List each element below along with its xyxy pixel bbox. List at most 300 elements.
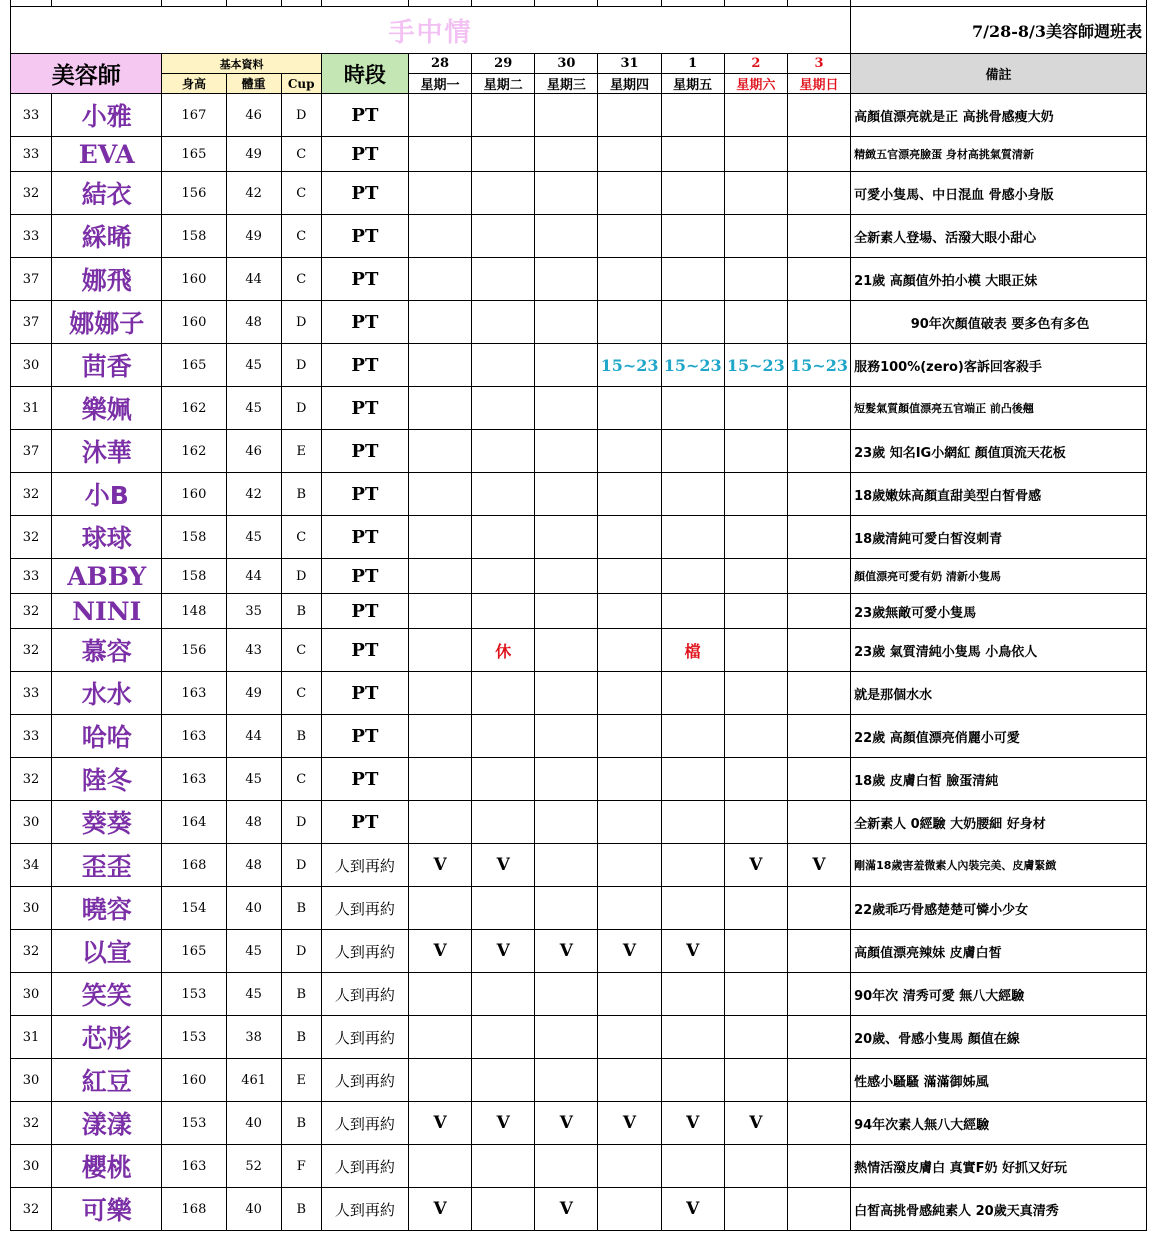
day-cell (472, 672, 535, 715)
day-cell (598, 430, 661, 473)
weight-cell: 48 (226, 301, 281, 344)
weight-cell: 45 (226, 516, 281, 559)
day-cell: V (408, 930, 471, 973)
table-row (11, 430, 1147, 473)
day-cell (472, 516, 535, 559)
day-cell (661, 672, 724, 715)
staff-name: 小B (52, 473, 162, 516)
weight-cell: 38 (226, 1016, 281, 1059)
header-name: 美容師 (11, 54, 162, 94)
day-weekday: 星期五 (661, 74, 724, 94)
row-number: 30 (11, 973, 52, 1016)
cup-cell: B (281, 473, 321, 516)
staff-name: 樂姵 (52, 387, 162, 430)
staff-name: 娜飛 (52, 258, 162, 301)
cup-cell: C (281, 516, 321, 559)
day-cell (535, 594, 598, 629)
table-row (11, 672, 1147, 715)
day-cell (535, 387, 598, 430)
day-cell (598, 137, 661, 172)
day-cell (787, 973, 850, 1016)
weight-cell: 461 (226, 1059, 281, 1102)
day-cell: V (598, 930, 661, 973)
header-basic: 基本資料 (162, 54, 321, 74)
height-cell: 163 (162, 672, 226, 715)
table-row (11, 301, 1147, 344)
height-cell: 160 (162, 258, 226, 301)
note-cell: 就是那個水水 (851, 672, 1147, 715)
day-cell (408, 559, 471, 594)
day-cell (661, 844, 724, 887)
day-cell (598, 973, 661, 1016)
time-slot: 人到再約 (321, 1059, 408, 1102)
day-cell: V (408, 844, 471, 887)
row-number: 31 (11, 1016, 52, 1059)
day-cell (661, 801, 724, 844)
table-row (11, 887, 1147, 930)
cup-cell: C (281, 629, 321, 672)
day-cell (724, 1059, 787, 1102)
row-number: 37 (11, 430, 52, 473)
day-cell (408, 672, 471, 715)
note-cell: 高顏值漂亮辣妹 皮膚白皙 (851, 930, 1147, 973)
day-cell (661, 559, 724, 594)
time-slot: 人到再約 (321, 930, 408, 973)
note-cell: 全新素人登場、活潑大眼小甜心 (851, 215, 1147, 258)
day-cell (408, 1059, 471, 1102)
day-cell: 檔 (661, 629, 724, 672)
staff-name: 芯彤 (52, 1016, 162, 1059)
day-cell: V (787, 844, 850, 887)
day-cell (408, 387, 471, 430)
day-cell (598, 887, 661, 930)
day-cell (472, 758, 535, 801)
staff-name: 哈哈 (52, 715, 162, 758)
schedule-table (10, 0, 1147, 1231)
table-row (11, 137, 1147, 172)
height-cell: 160 (162, 301, 226, 344)
day-cell (787, 758, 850, 801)
day-weekday: 星期三 (535, 74, 598, 94)
row-number: 33 (11, 94, 52, 137)
time-slot: PT (321, 430, 408, 473)
time-slot: PT (321, 94, 408, 137)
header-height: 身高 (162, 74, 226, 94)
day-cell (661, 973, 724, 1016)
day-cell (787, 215, 850, 258)
cup-cell: F (281, 1145, 321, 1188)
row-number: 30 (11, 887, 52, 930)
row-number: 32 (11, 473, 52, 516)
row-number: 33 (11, 137, 52, 172)
day-cell (535, 215, 598, 258)
title-row (11, 7, 1147, 54)
height-cell: 168 (162, 1188, 226, 1231)
table-row (11, 387, 1147, 430)
time-slot: PT (321, 258, 408, 301)
weight-cell: 44 (226, 559, 281, 594)
note-cell: 90年次顏值破表 要多色有多色 (851, 301, 1147, 344)
day-weekday: 星期四 (598, 74, 661, 94)
weight-cell: 46 (226, 430, 281, 473)
day-cell (661, 172, 724, 215)
note-cell: 22歲乖巧骨感楚楚可憐小少女 (851, 887, 1147, 930)
staff-name: EVA (52, 137, 162, 172)
height-cell: 165 (162, 344, 226, 387)
time-slot: 人到再約 (321, 1016, 408, 1059)
note-cell: 全新素人 0經驗 大奶腰細 好身材 (851, 801, 1147, 844)
day-cell (787, 930, 850, 973)
table-row (11, 258, 1147, 301)
time-slot: PT (321, 594, 408, 629)
day-cell (472, 387, 535, 430)
height-cell: 148 (162, 594, 226, 629)
time-slot: PT (321, 137, 408, 172)
height-cell: 156 (162, 172, 226, 215)
staff-name: 茴香 (52, 344, 162, 387)
cup-cell: D (281, 344, 321, 387)
cup-cell: B (281, 1016, 321, 1059)
weight-cell: 49 (226, 215, 281, 258)
day-cell (535, 137, 598, 172)
day-cell (724, 973, 787, 1016)
day-cell (472, 801, 535, 844)
day-cell (535, 887, 598, 930)
day-cell (724, 516, 787, 559)
staff-name: 紅豆 (52, 1059, 162, 1102)
note-cell: 94年次素人無八大經驗 (851, 1102, 1147, 1145)
weight-cell: 44 (226, 715, 281, 758)
day-cell (787, 801, 850, 844)
row-number: 32 (11, 1102, 52, 1145)
day-cell (472, 430, 535, 473)
day-cell (535, 715, 598, 758)
weight-cell: 49 (226, 672, 281, 715)
day-cell (535, 473, 598, 516)
height-cell: 153 (162, 973, 226, 1016)
day-cell (598, 594, 661, 629)
day-cell (661, 301, 724, 344)
day-date: 30 (535, 54, 598, 74)
row-number: 32 (11, 930, 52, 973)
day-cell: V (408, 1188, 471, 1231)
day-cell (598, 301, 661, 344)
day-cell: V (535, 1188, 598, 1231)
row-number: 32 (11, 758, 52, 801)
height-cell: 162 (162, 387, 226, 430)
day-cell (598, 473, 661, 516)
day-cell (787, 559, 850, 594)
cup-cell: C (281, 258, 321, 301)
day-cell (661, 94, 724, 137)
height-cell: 163 (162, 1145, 226, 1188)
table-row (11, 172, 1147, 215)
day-cell (535, 1059, 598, 1102)
weight-cell: 48 (226, 844, 281, 887)
day-cell (535, 430, 598, 473)
row-number: 30 (11, 344, 52, 387)
weight-cell: 42 (226, 172, 281, 215)
day-cell (661, 594, 724, 629)
day-cell: V (724, 844, 787, 887)
weight-cell: 48 (226, 801, 281, 844)
day-cell (472, 1016, 535, 1059)
row-number: 32 (11, 172, 52, 215)
day-cell (408, 973, 471, 1016)
day-cell (535, 1145, 598, 1188)
height-cell: 165 (162, 930, 226, 973)
day-cell (472, 1145, 535, 1188)
day-cell (408, 594, 471, 629)
cup-cell: B (281, 1188, 321, 1231)
day-cell (661, 1016, 724, 1059)
note-cell: 短髮氣質顏值漂亮五官端正 前凸後翹 (851, 387, 1147, 430)
day-cell: V (472, 1102, 535, 1145)
day-cell (598, 629, 661, 672)
staff-name: 漾漾 (52, 1102, 162, 1145)
note-cell: 顏值漂亮可愛有奶 清新小隻馬 (851, 559, 1147, 594)
staff-name: 小雅 (52, 94, 162, 137)
height-cell: 168 (162, 844, 226, 887)
day-cell (787, 715, 850, 758)
day-cell (535, 301, 598, 344)
table-row (11, 1102, 1147, 1145)
cup-cell: D (281, 387, 321, 430)
height-cell: 160 (162, 1059, 226, 1102)
day-cell (408, 172, 471, 215)
day-cell (408, 887, 471, 930)
weight-cell: 52 (226, 1145, 281, 1188)
staff-name: 陸冬 (52, 758, 162, 801)
header-slot: 時段 (321, 54, 408, 94)
day-cell (472, 1059, 535, 1102)
day-cell (661, 430, 724, 473)
note-cell: 高顏值漂亮就是正 高挑骨感瘦大奶 (851, 94, 1147, 137)
time-slot: PT (321, 559, 408, 594)
day-cell (472, 715, 535, 758)
day-cell (598, 387, 661, 430)
time-slot: 人到再約 (321, 1188, 408, 1231)
cup-cell: D (281, 801, 321, 844)
staff-name: NINI (52, 594, 162, 629)
row-number: 31 (11, 387, 52, 430)
day-cell (598, 1059, 661, 1102)
day-cell: V (661, 930, 724, 973)
day-cell (408, 715, 471, 758)
staff-name: 沐華 (52, 430, 162, 473)
height-cell: 153 (162, 1016, 226, 1059)
note-cell: 22歲 高顏值漂亮俏麗小可愛 (851, 715, 1147, 758)
day-cell (472, 559, 535, 594)
row-number: 32 (11, 594, 52, 629)
weight-cell: 45 (226, 387, 281, 430)
day-cell (408, 430, 471, 473)
cup-cell: D (281, 559, 321, 594)
day-cell (535, 672, 598, 715)
day-cell (787, 516, 850, 559)
day-cell (408, 94, 471, 137)
staff-name: 可樂 (52, 1188, 162, 1231)
cup-cell: D (281, 301, 321, 344)
table-row (11, 715, 1147, 758)
day-cell (787, 301, 850, 344)
day-cell: V (598, 1102, 661, 1145)
day-cell (535, 94, 598, 137)
day-cell (787, 1059, 850, 1102)
day-date: 3 (787, 54, 850, 74)
weight-cell: 42 (226, 473, 281, 516)
day-cell: 15~23 (661, 344, 724, 387)
day-cell (535, 172, 598, 215)
note-cell: 23歲 氣質清純小隻馬 小鳥依人 (851, 629, 1147, 672)
table-row (11, 629, 1147, 672)
day-cell (724, 801, 787, 844)
day-cell (724, 715, 787, 758)
table-row (11, 344, 1147, 387)
cup-cell: D (281, 94, 321, 137)
weight-cell: 43 (226, 629, 281, 672)
day-cell (472, 215, 535, 258)
note-cell: 21歲 高顏值外拍小模 大眼正妹 (851, 258, 1147, 301)
day-cell (598, 1016, 661, 1059)
day-cell (408, 758, 471, 801)
time-slot: PT (321, 672, 408, 715)
day-date: 2 (724, 54, 787, 74)
table-row (11, 516, 1147, 559)
day-date: 29 (472, 54, 535, 74)
day-cell (787, 430, 850, 473)
weight-cell: 40 (226, 1102, 281, 1145)
day-cell (661, 215, 724, 258)
cup-cell: C (281, 672, 321, 715)
staff-name: ABBY (52, 559, 162, 594)
day-cell (472, 344, 535, 387)
height-cell: 154 (162, 887, 226, 930)
day-cell (787, 1145, 850, 1188)
day-cell (661, 1145, 724, 1188)
time-slot: PT (321, 516, 408, 559)
height-cell: 162 (162, 430, 226, 473)
day-cell (724, 559, 787, 594)
day-cell (787, 137, 850, 172)
time-slot: 人到再約 (321, 887, 408, 930)
weight-cell: 45 (226, 758, 281, 801)
staff-name: 葵葵 (52, 801, 162, 844)
staff-name: 慕容 (52, 629, 162, 672)
weight-cell: 45 (226, 344, 281, 387)
height-cell: 158 (162, 516, 226, 559)
cup-cell: C (281, 215, 321, 258)
note-cell: 90年次 清秀可愛 無八大經驗 (851, 973, 1147, 1016)
day-cell (598, 1188, 661, 1231)
cup-cell: C (281, 137, 321, 172)
cup-cell: B (281, 715, 321, 758)
table-row (11, 1145, 1147, 1188)
weight-cell: 46 (226, 94, 281, 137)
weight-cell: 35 (226, 594, 281, 629)
time-slot: PT (321, 629, 408, 672)
note-cell: 服務100%(zero)客訴回客殺手 (851, 344, 1147, 387)
day-date: 28 (408, 54, 471, 74)
day-cell (724, 1145, 787, 1188)
table-row (11, 215, 1147, 258)
cup-cell: D (281, 930, 321, 973)
day-cell (408, 801, 471, 844)
day-weekday: 星期六 (724, 74, 787, 94)
table-row (11, 844, 1147, 887)
row-number: 32 (11, 1188, 52, 1231)
day-cell (598, 672, 661, 715)
time-slot: PT (321, 215, 408, 258)
height-cell: 158 (162, 559, 226, 594)
row-number: 37 (11, 258, 52, 301)
day-cell (535, 516, 598, 559)
height-cell: 165 (162, 137, 226, 172)
day-cell (472, 258, 535, 301)
note-cell: 20歲、骨感小隻馬 顏值在線 (851, 1016, 1147, 1059)
day-cell: V (472, 844, 535, 887)
day-cell (787, 172, 850, 215)
day-cell (535, 258, 598, 301)
time-slot: PT (321, 715, 408, 758)
day-cell (535, 973, 598, 1016)
day-cell (408, 473, 471, 516)
day-cell (472, 973, 535, 1016)
note-cell: 熱情活潑皮膚白 真實F奶 好抓又好玩 (851, 1145, 1147, 1188)
staff-name: 櫻桃 (52, 1145, 162, 1188)
day-cell (787, 887, 850, 930)
cup-cell: B (281, 594, 321, 629)
staff-name: 綵晞 (52, 215, 162, 258)
day-cell (535, 801, 598, 844)
staff-name: 結衣 (52, 172, 162, 215)
row-number: 34 (11, 844, 52, 887)
day-cell (472, 301, 535, 344)
weight-cell: 45 (226, 973, 281, 1016)
day-cell: V (535, 1102, 598, 1145)
day-cell (787, 672, 850, 715)
time-slot: PT (321, 344, 408, 387)
day-cell (724, 629, 787, 672)
day-cell (724, 172, 787, 215)
day-cell (472, 1188, 535, 1231)
day-cell (787, 94, 850, 137)
row-number: 32 (11, 516, 52, 559)
row-number: 32 (11, 629, 52, 672)
day-cell (472, 94, 535, 137)
note-cell: 白皙高挑骨感純素人 20歲天真清秀 (851, 1188, 1147, 1231)
table-row (11, 1016, 1147, 1059)
height-cell: 153 (162, 1102, 226, 1145)
table-row (11, 930, 1147, 973)
table-row (11, 801, 1147, 844)
day-cell (408, 1016, 471, 1059)
time-slot: PT (321, 758, 408, 801)
day-cell (408, 1145, 471, 1188)
note-cell: 18歲嫩妹高顏直甜美型白皙骨感 (851, 473, 1147, 516)
day-cell (598, 844, 661, 887)
day-cell (724, 887, 787, 930)
day-cell (724, 473, 787, 516)
staff-name: 以宣 (52, 930, 162, 973)
day-cell (408, 629, 471, 672)
day-cell: V (535, 930, 598, 973)
day-cell (724, 672, 787, 715)
day-cell (787, 1102, 850, 1145)
brand-title: 手中情 (11, 7, 851, 54)
day-cell (724, 430, 787, 473)
row-number: 33 (11, 715, 52, 758)
